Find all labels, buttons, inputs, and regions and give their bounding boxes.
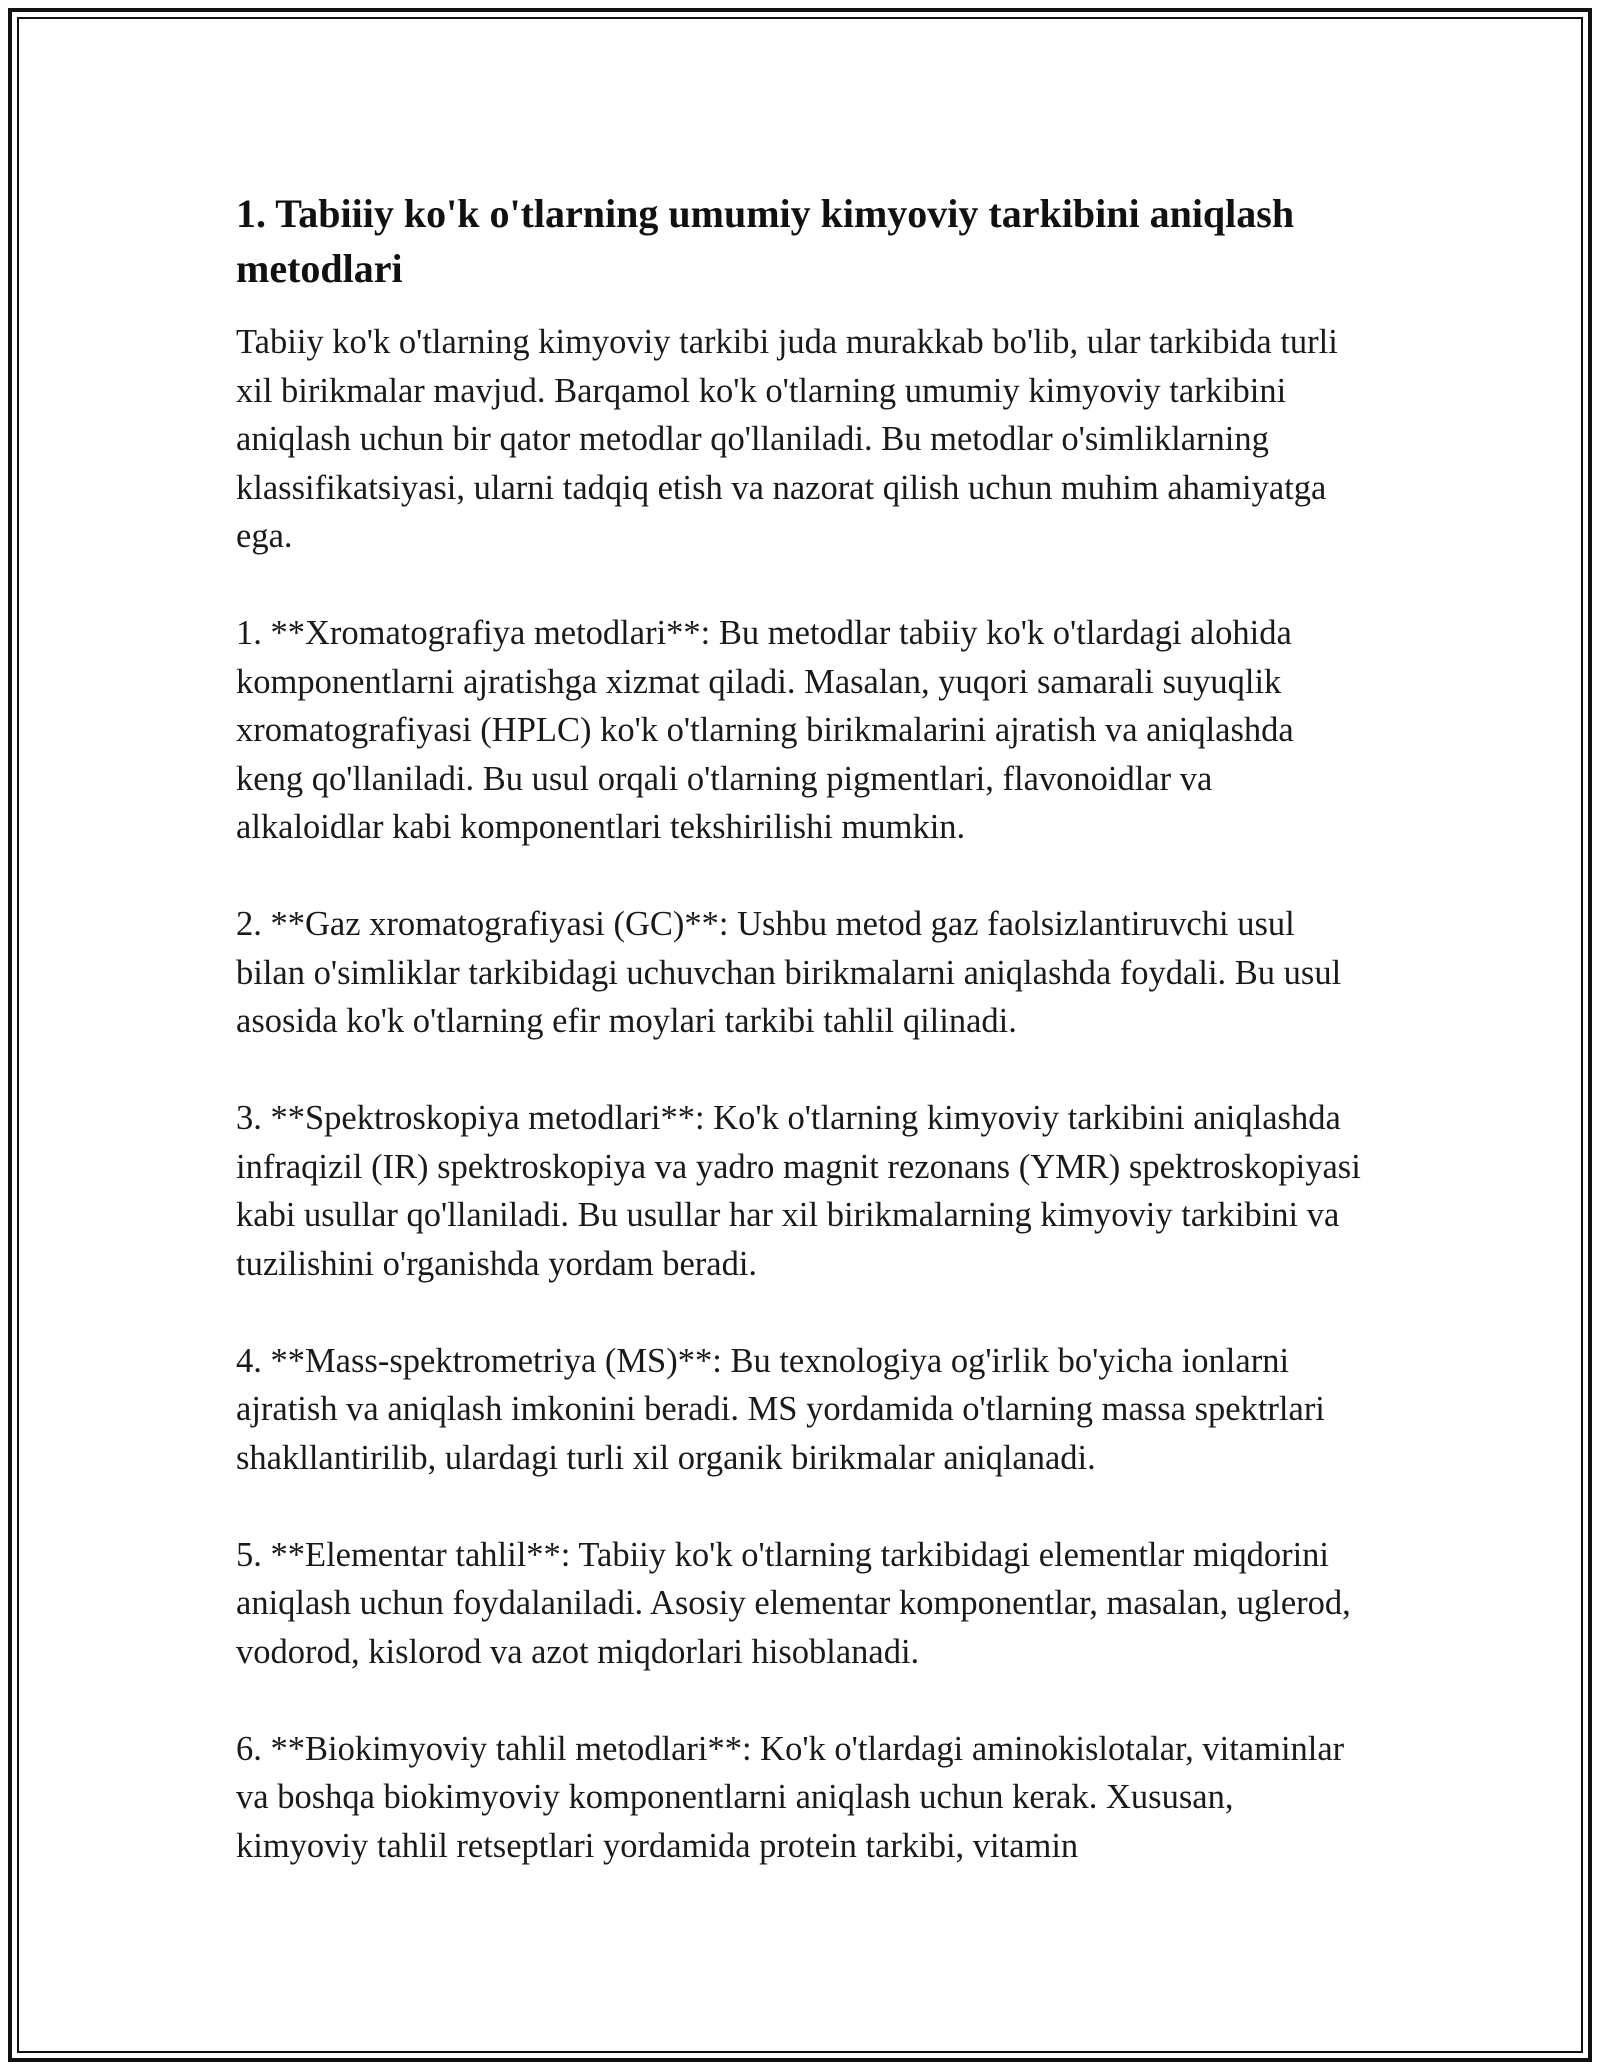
- document-body: [236, 186, 1366, 1870]
- paragraph-biokimyoviy-tahlil: 6. **Biokimyoviy tahlil metodlari**: Ko'k o'tlardagi aminokislotalar, vitaminlar va boshqa biokimyoviy komponentlarni aniqlash uchun kerak. Xususan, kimyoviy tahlil retseptlari yordamida protein tarkibi, vitamin: [236, 1729, 1345, 1865]
- paragraph-xromatografiya: 1. **Xromatografiya metodlari**: Bu metodlar tabiiy ko'k o'tlardagi alohida komponentlarni ajratishga xizmat qiladi. Masalan, yuqori samarali suyuqlik xromatografiyasi (HPLC) ko'k o'tlarning birikmalarini ajratish va aniqlashda keng qo'llaniladi. Bu usul orqali o'tlarning pigmentlari, flavonoidlar va alkaloidlar kabi komponentlari tekshirilishi mumkin.: [236, 614, 1294, 846]
- paragraph-intro: Tabiiy ko'k o'tlarning kimyoviy tarkibi juda murakkab bo'lib, ular tarkibida turli xil birikmalar mavjud. Barqamol ko'k o'tlarning umumiy kimyoviy tarkibini aniqlash uchun bir qator metodlar qo'llaniladi. Bu metodlar o'simliklarning klassifikatsiyasi, ularni tadqiq etish va nazorat qilish uchun muhim ahamiyatga ega.: [236, 323, 1338, 555]
- paragraph-elementar-tahlil: 5. **Elementar tahlil**: Tabiiy ko'k o'tlarning tarkibidagi elementlar miqdorini aniqlash uchun foydalaniladi. Asosiy elementar komponentlar, masalan, uglerod, vodorod, kislorod va azot miqdorlari hisoblanadi.: [236, 1535, 1351, 1671]
- paragraph-spektroskopiya: 3. **Spektroskopiya metodlari**: Ko'k o'tlarning kimyoviy tarkibini aniqlashda infraqizil (IR) spektroskopiya va yadro magnit rezonans (YMR) spektroskopiyasi kabi usullar qo'llaniladi. Bu usullar har xil birikmalarning kimyoviy tarkibini va tuzilishini o'rganishda yordam beradi.: [236, 1099, 1361, 1283]
- paragraph-gaz-xromatografiyasi: 2. **Gaz xromatografiyasi (GC)**: Ushbu metod gaz faolsizlantiruvchi usul bilan o'simliklar tarkibidagi uchuvchan birikmalarni aniqlashda foydali. Bu usul asosida ko'k o'tlarning efir moylari tarkibi tahlil qilinadi.: [236, 905, 1342, 1040]
- paragraph-mass-spektrometriya: 4. **Mass-spektrometriya (MS)**: Bu texnologiya og'irlik bo'yicha ionlarni ajratish va aniqlash imkonini beradi. MS yordamida o'tlarning massa spektrlari shakllantirilib, ulardagi turli xil organik birikmalar aniqlanadi.: [236, 1341, 1325, 1477]
- document-heading: 1. Tabiiiy ko'k o'tlarning umumiy kimyoviy tarkibini aniqlash metodlari: [236, 191, 1295, 291]
